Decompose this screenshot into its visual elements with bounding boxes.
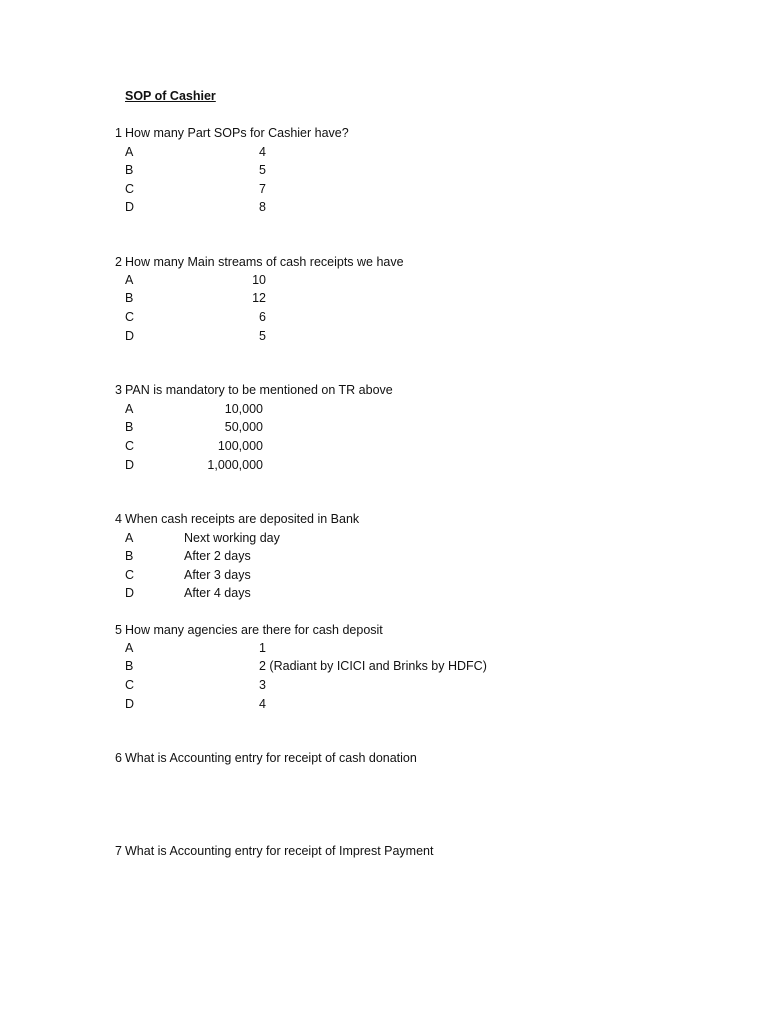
option-letter: C: [125, 182, 135, 196]
question-text: How many agencies are there for cash deposit: [125, 623, 383, 637]
option-letter: A: [125, 273, 134, 287]
option-letter: A: [125, 641, 134, 655]
option-value: Next working day: [184, 531, 280, 545]
question-number: 7: [115, 844, 122, 858]
option-value: After 2 days: [184, 549, 251, 563]
question-number: 4: [115, 512, 122, 526]
option-letter: D: [125, 200, 135, 214]
option-value: 6: [259, 310, 266, 324]
option-letter: B: [125, 659, 134, 673]
option-letter: B: [125, 291, 134, 305]
option-value: 100,000: [217, 439, 263, 453]
option-letter: A: [125, 531, 134, 545]
option-value: After 3 days: [184, 568, 251, 582]
option-value: 10: [252, 273, 266, 287]
option-letter: B: [125, 549, 134, 563]
question-text: How many Main streams of cash receipts we have: [125, 255, 404, 269]
option-letter: D: [125, 329, 135, 343]
question-text: What is Accounting entry for receipt of Imprest Payment: [125, 844, 434, 858]
option-letter: D: [125, 458, 135, 472]
option-value: 5: [259, 163, 266, 177]
option-letter: C: [125, 678, 135, 692]
option-letter: B: [125, 420, 134, 434]
option-value: 12: [252, 291, 266, 305]
option-letter: C: [125, 439, 135, 453]
option-value: 50,000: [224, 420, 263, 434]
option-value: 4: [259, 145, 266, 159]
question-number: 6: [115, 751, 122, 765]
question-text: PAN is mandatory to be mentioned on TR above: [125, 383, 393, 397]
option-value: 10,000: [224, 402, 263, 416]
option-letter: B: [125, 163, 134, 177]
question-text: How many Part SOPs for Cashier have?: [125, 126, 349, 140]
question-number: 5: [115, 623, 122, 637]
option-letter: D: [125, 586, 135, 600]
option-value: 4: [259, 697, 266, 711]
question-number: 2: [115, 255, 122, 269]
option-value: 1: [259, 641, 266, 655]
option-value: 1,000,000: [207, 458, 263, 472]
option-letter: C: [125, 568, 135, 582]
option-letter: A: [125, 145, 134, 159]
option-value: 2 (Radiant by ICICI and Brinks by HDFC): [259, 659, 487, 673]
option-value: 7: [259, 182, 266, 196]
option-value: 3: [259, 678, 266, 692]
option-letter: D: [125, 697, 135, 711]
option-value: After 4 days: [184, 586, 251, 600]
option-letter: C: [125, 310, 135, 324]
question-number: 3: [115, 383, 122, 397]
option-value: 5: [259, 329, 266, 343]
option-letter: A: [125, 402, 134, 416]
question-text: When cash receipts are deposited in Bank: [125, 512, 360, 526]
document-title: SOP of Cashier: [125, 89, 216, 103]
option-value: 8: [259, 200, 266, 214]
question-text: What is Accounting entry for receipt of cash donation: [125, 751, 417, 765]
question-number: 1: [115, 126, 122, 140]
